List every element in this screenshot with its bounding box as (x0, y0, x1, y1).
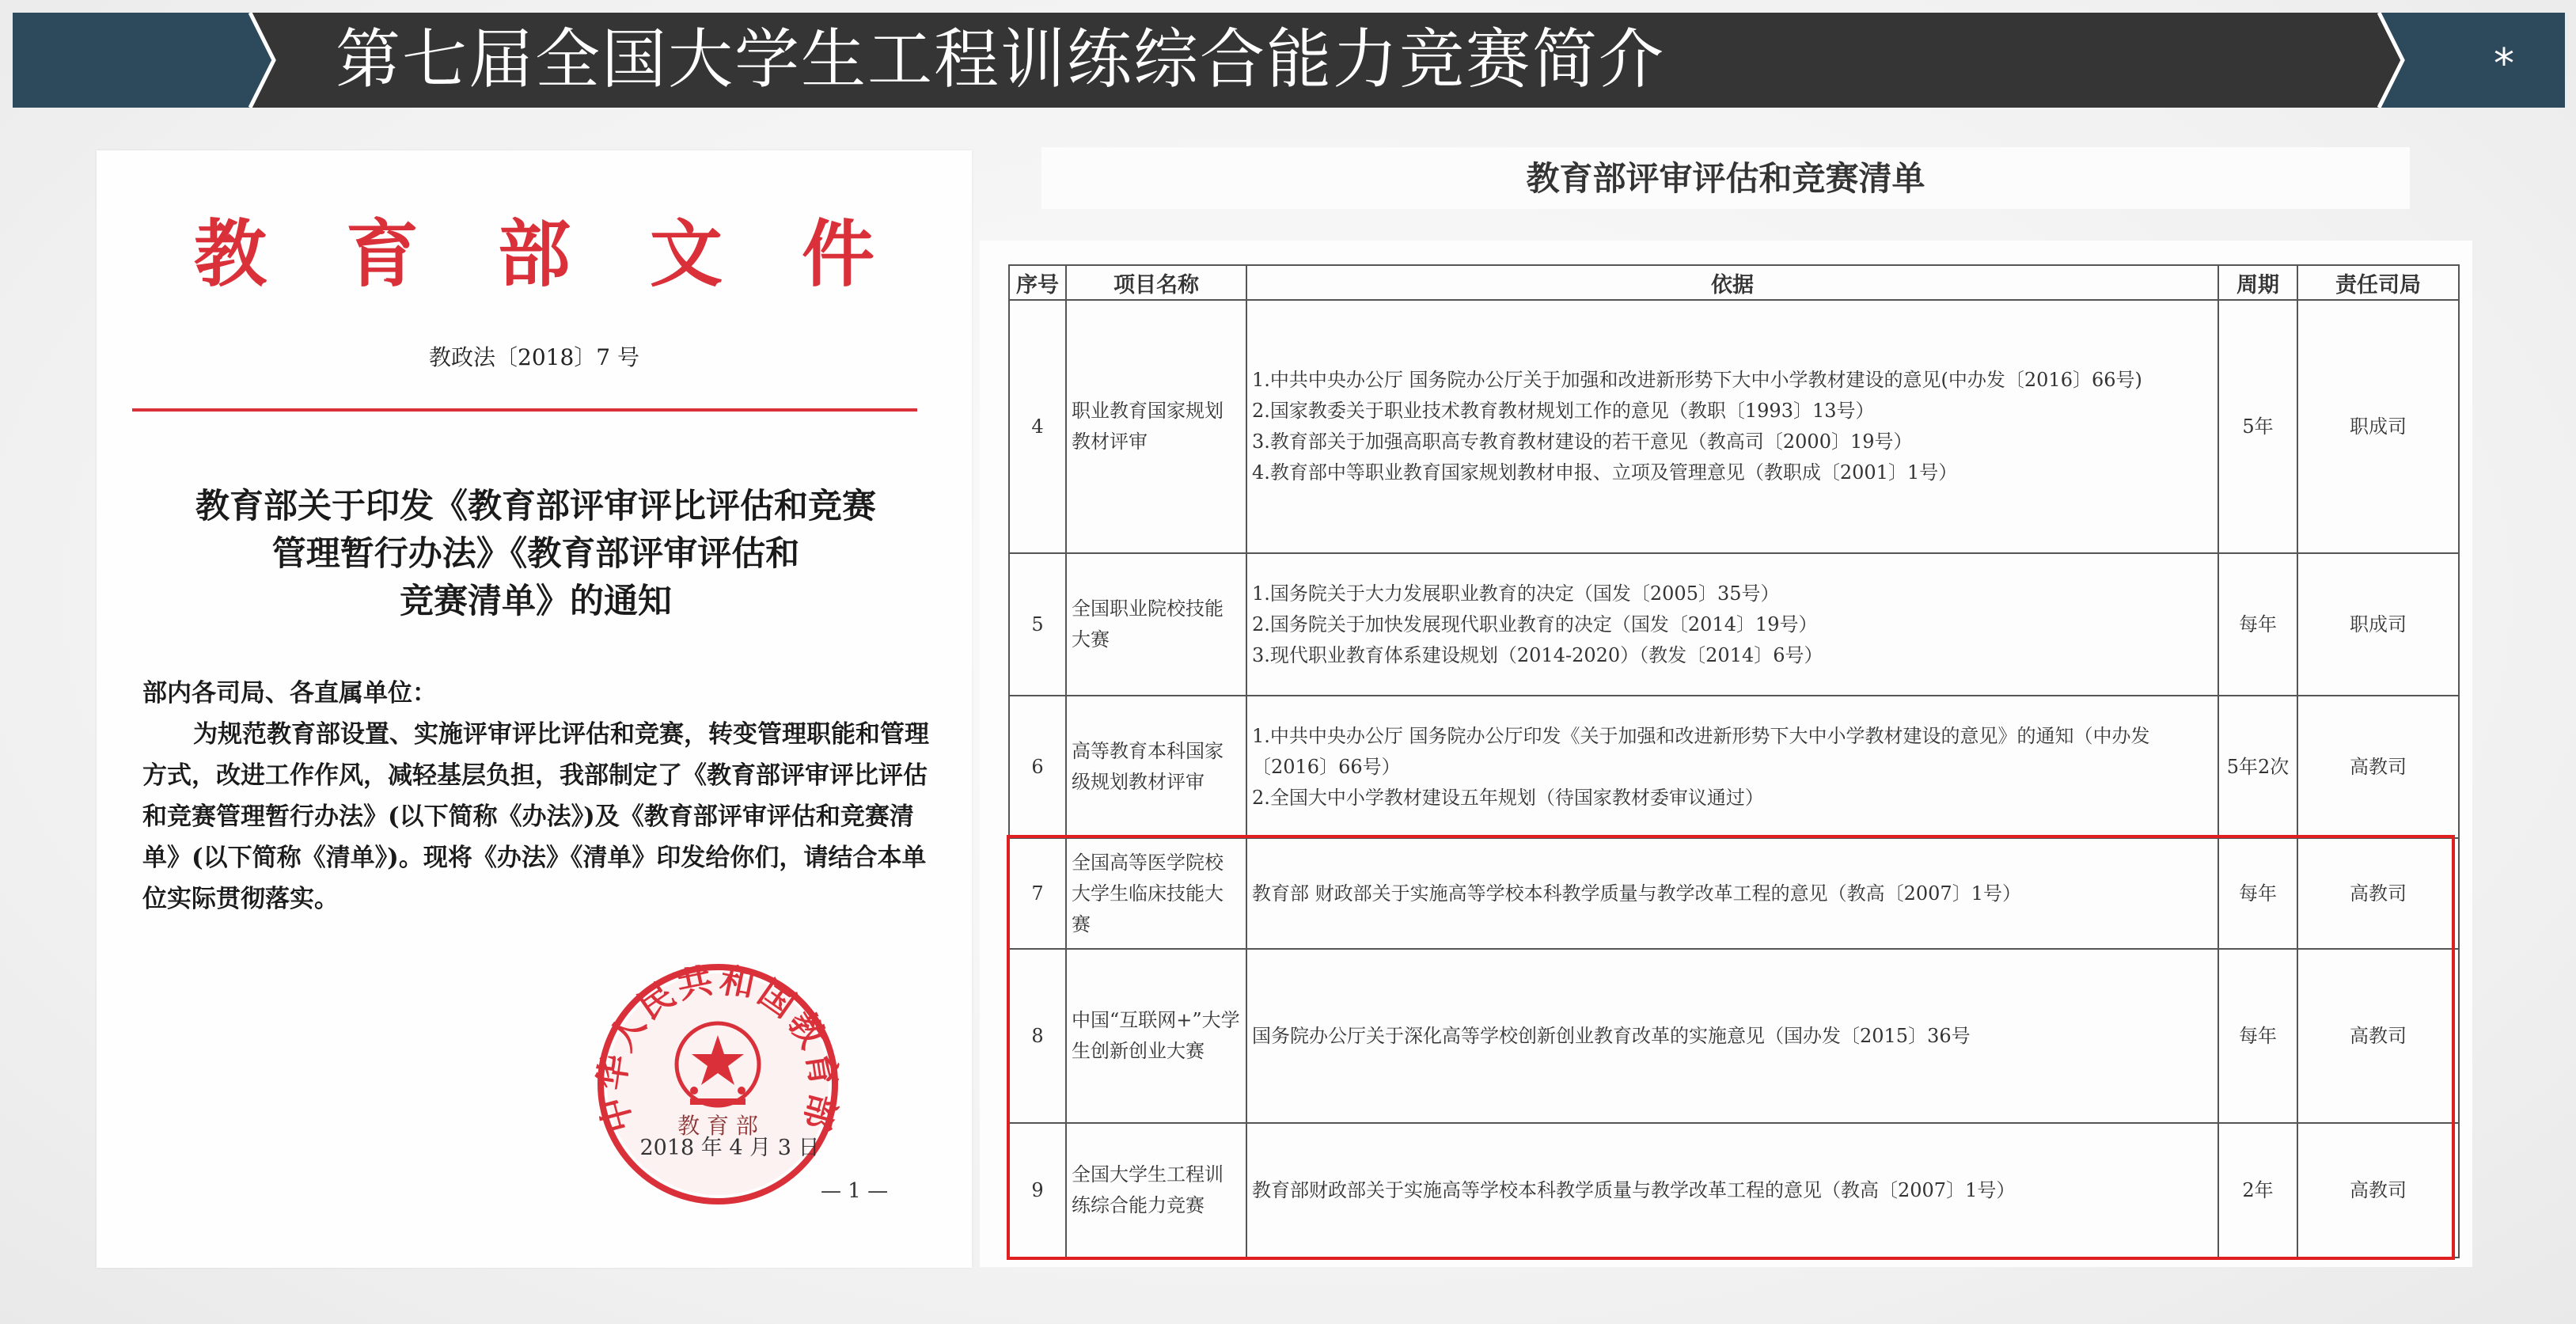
department-cell: 高教司 (2297, 1123, 2459, 1258)
row-number: 6 (1009, 696, 1066, 838)
basis-cell (1246, 1123, 2218, 1258)
basis-line: 1.中共中央办公厅 国务院办公厅印发《关于加强和改进新形势下大中小学教材建设的意见》的通知（中办发〔2016〕66号） (1252, 724, 2150, 778)
document-header: 教育部文件 (193, 211, 954, 297)
row-number: 8 (1009, 949, 1066, 1123)
column-header: 项目名称 (1066, 265, 1246, 300)
table-row (1009, 300, 2459, 553)
page-number: — 1 — (821, 1179, 889, 1203)
cycle-cell: 2年 (2218, 1123, 2297, 1258)
cycle-cell: 每年 (2218, 553, 2297, 696)
basis-line: 2.全国大中小学教材建设五年规划（待国家教材委审议通过） (1252, 786, 1764, 809)
cycle-cell: 每年 (2218, 949, 2297, 1123)
basis-line: 国务院办公厅关于深化高等学校创新创业教育改革的实施意见（国办发〔2015〕36号 (1252, 1024, 1971, 1047)
basis-line: 2.国家教委关于职业技术教育教材规划工作的意见（教职〔1993〕13号） (1252, 400, 1875, 422)
column-header: 责任司局 (2297, 265, 2459, 300)
table-row (1009, 553, 2459, 696)
seal-text: 中华人民共和国教育部 (591, 959, 844, 1137)
document-body (142, 673, 934, 920)
table-row (1009, 1123, 2459, 1258)
basis-cell (1246, 696, 2218, 838)
project-name: 全国职业院校技能大赛 (1066, 553, 1246, 696)
cycle-cell: 5年 (2218, 300, 2297, 553)
row-number: 7 (1009, 838, 1066, 949)
department-cell: 职成司 (2297, 300, 2459, 553)
row-number: 5 (1009, 553, 1066, 696)
basis-line: 1.国务院关于大力发展职业教育的决定（国发〔2005〕35号） (1252, 582, 1780, 605)
column-header: 序号 (1009, 265, 1066, 300)
row-number: 9 (1009, 1123, 1066, 1258)
column-header: 周期 (2218, 265, 2297, 300)
basis-line: 3.现代职业教育体系建设规划（2014-2020）（教发〔2014〕6号） (1252, 643, 1823, 666)
basis-line: 教育部 财政部关于实施高等学校本科教学质量与教学改革工程的意见（教高〔2007〕1号） (1252, 882, 2021, 905)
ministry-document (97, 150, 972, 1268)
official-seal (591, 958, 844, 1211)
competition-table (1008, 264, 2460, 1258)
document-title (144, 483, 928, 625)
cycle-cell: 每年 (2218, 838, 2297, 949)
table-row (1009, 949, 2459, 1123)
basis-line: 1.中共中央办公厅 国务院办公厅关于加强和改进新形势下大中小学教材建设的意见(中办发〔2016〕66号) (1252, 369, 2142, 391)
project-name: 全国高等医学院校大学生临床技能大赛 (1066, 838, 1246, 949)
basis-line: 教育部财政部关于实施高等学校本科教学质量与教学改革工程的意见（教高〔2007〕1号） (1252, 1178, 2016, 1201)
project-name: 高等教育本科国家级规划教材评审 (1066, 696, 1246, 838)
document-title-line: 教育部关于印发《教育部评审评比评估和竞赛 (195, 487, 876, 526)
basis-cell (1246, 838, 2218, 949)
basis-cell (1246, 300, 2218, 553)
table-row (1009, 838, 2459, 949)
table-row (1009, 696, 2459, 838)
document-paragraph: 为规范教育部设置、实施评审评比评估和竞赛，转变管理职能和管理方式，改进工作作风，减轻基层负担，我部制定了《教育部评审评比评估和竞赛管理暂行办法》(以下简称《办法》)及《教育部评审评估和竞赛清单》(以下简称《清单》)。现将《办法》《清单》印发给你们，请结合本单位实际贯彻落实。 (142, 720, 929, 913)
slide-mark: * (2494, 40, 2514, 88)
list-title-box (1041, 147, 2410, 209)
table-header-row (1009, 265, 2459, 300)
basis-line: 2.国务院关于加快发展现代职业教育的决定（国发〔2014〕19号） (1252, 613, 1818, 635)
row-number: 4 (1009, 300, 1066, 553)
list-title: 教育部评审评估和竞赛清单 (1526, 159, 1925, 198)
basis-line: 3.教育部关于加强高职高专教育教材建设的若干意见（教高司〔2000〕19号） (1252, 431, 1913, 453)
project-name: 职业教育国家规划教材评审 (1066, 300, 1246, 553)
department-cell: 高教司 (2297, 949, 2459, 1123)
seal-center-text: 教 育 部 (677, 1113, 758, 1139)
column-header: 依据 (1246, 265, 2218, 300)
header-banner (13, 13, 2565, 108)
document-date: 2018 年 4 月 3 日 (639, 1136, 820, 1160)
document-title-line: 竞赛清单》的通知 (400, 582, 672, 621)
document-title-line: 管理暂行办法》《教育部评审评估和 (271, 534, 800, 574)
basis-line: 4.教育部中等职业教育国家规划教材申报、立项及管理意见（教职成〔2001〕1号） (1252, 461, 1958, 484)
slide-title: 第七届全国大学生工程训练综合能力竞赛简介 (336, 22, 1666, 97)
basis-cell (1246, 949, 2218, 1123)
department-cell: 职成司 (2297, 553, 2459, 696)
document-number: 教政法〔2018〕7 号 (429, 344, 639, 370)
project-name: 全国大学生工程训练综合能力竞赛 (1066, 1123, 1246, 1258)
document-salutation: 部内各司局、各直属单位： (142, 679, 437, 708)
basis-cell (1246, 553, 2218, 696)
project-name: 中国“互联网+”大学生创新创业大赛 (1066, 949, 1246, 1123)
competition-list (980, 241, 2472, 1267)
department-cell: 高教司 (2297, 696, 2459, 838)
cycle-cell: 5年2次 (2218, 696, 2297, 838)
department-cell: 高教司 (2297, 838, 2459, 949)
red-divider (132, 408, 917, 412)
